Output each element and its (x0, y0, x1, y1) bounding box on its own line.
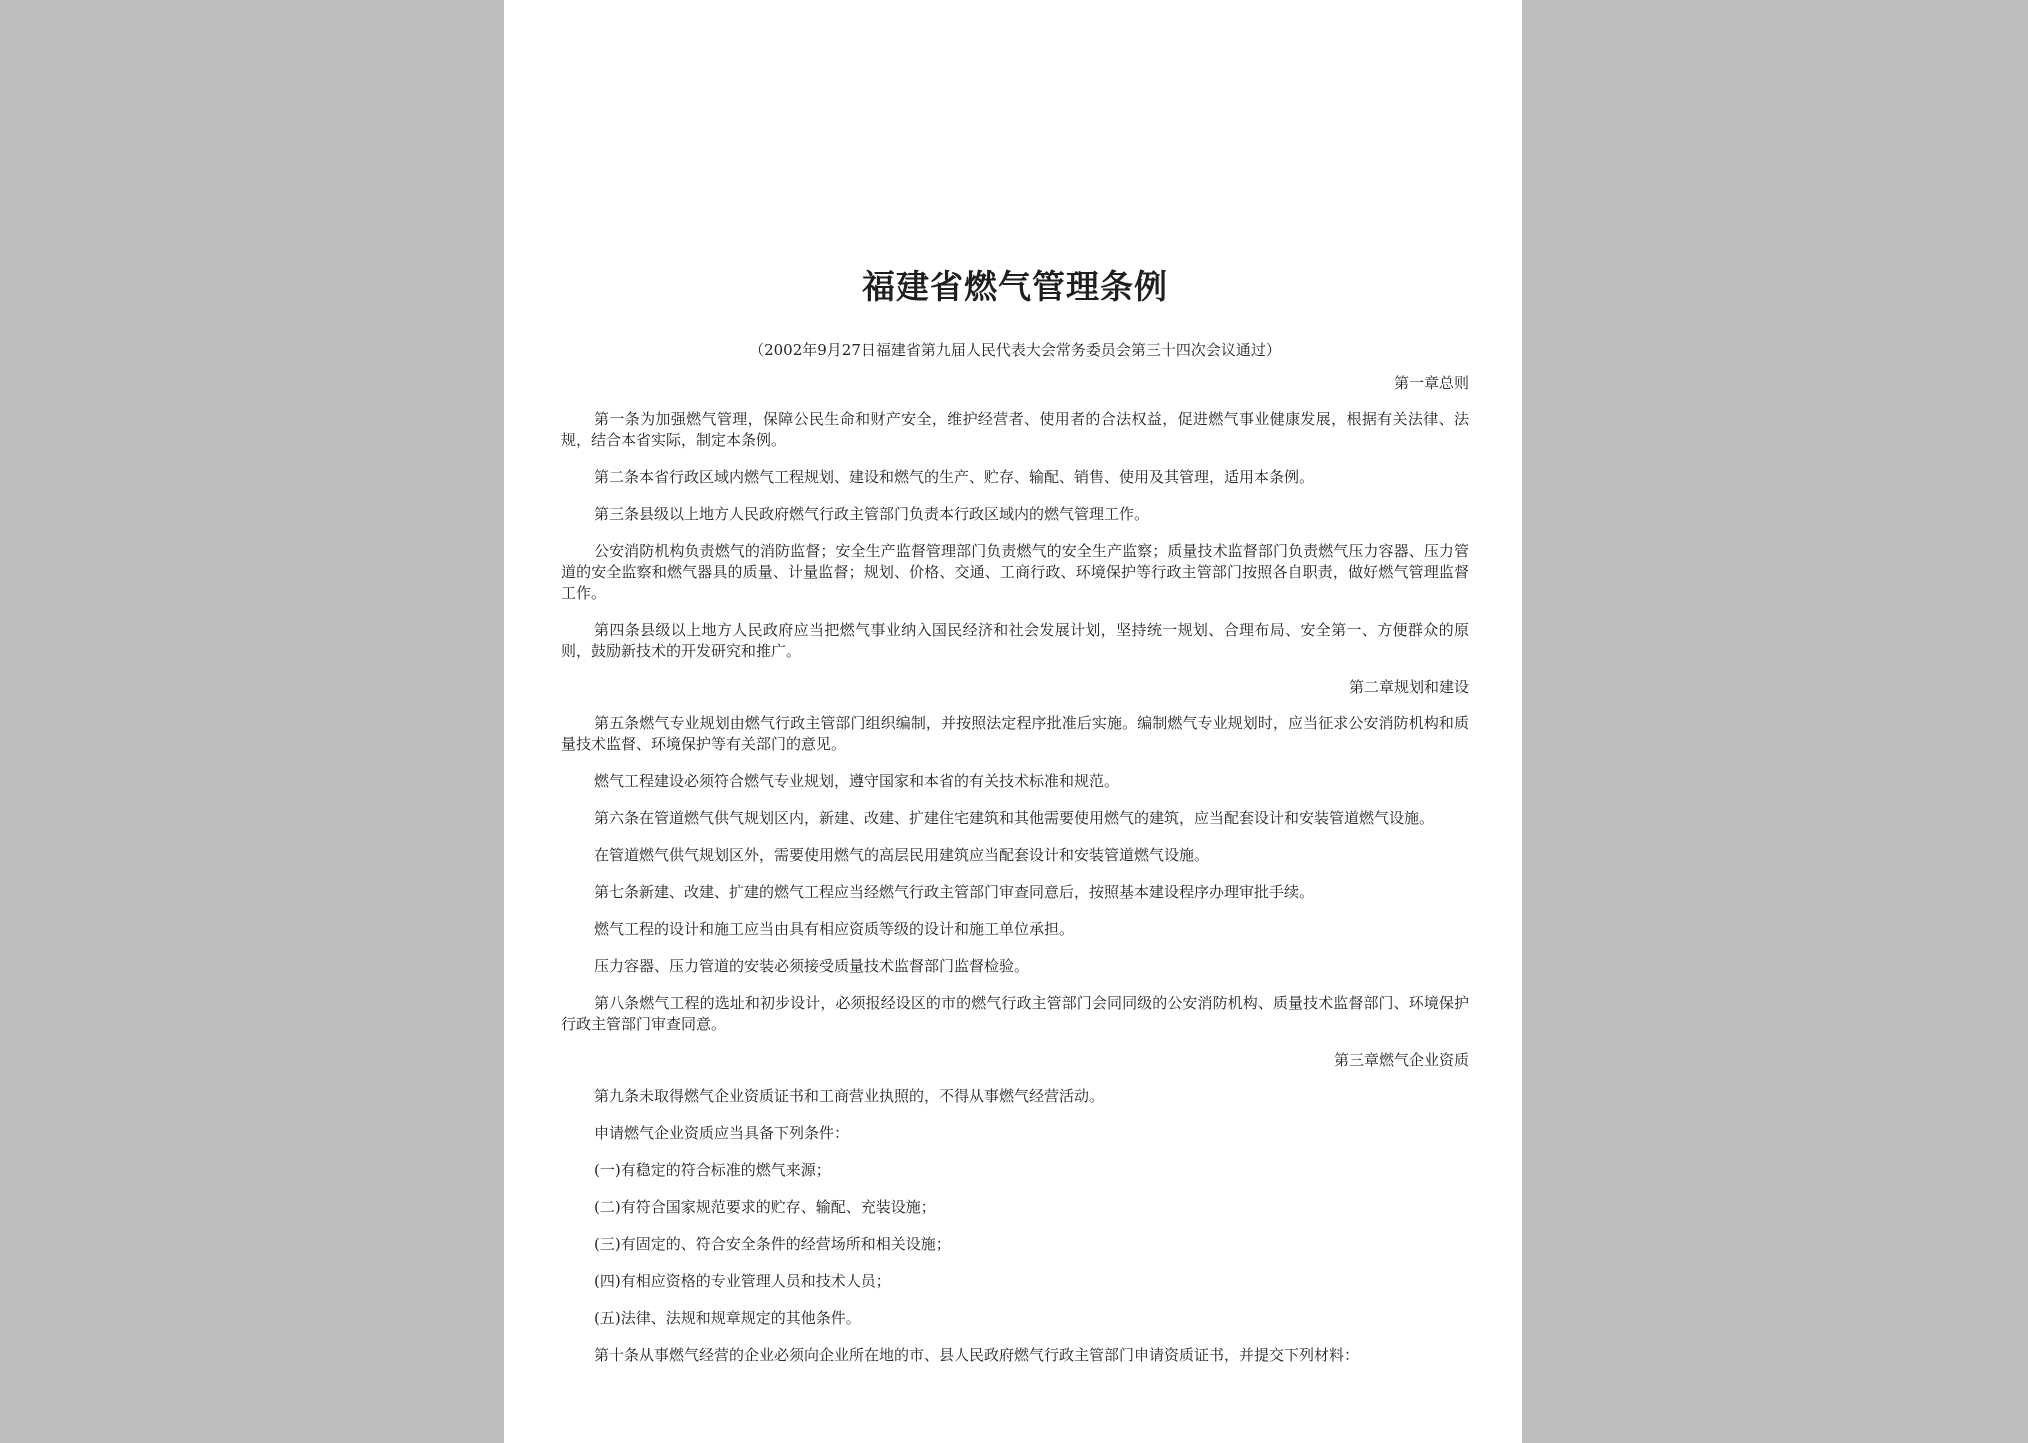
article-paragraph: (二)有符合国家规范要求的贮存、输配、充装设施； (594, 1198, 936, 1216)
article-paragraph: 第七条新建、改建、扩建的燃气工程应当经燃气行政主管部门审查同意后，按照基本建设程序办理审批手续。 (594, 883, 1315, 901)
document-body (561, 373, 1469, 1366)
article-paragraph: 压力容器、压力管道的安装必须接受质量技术监督部门监督检验。 (594, 957, 1030, 975)
article-paragraph: 第三条县级以上地方人民政府燃气行政主管部门负责本行政区域内的燃气管理工作。 (594, 505, 1150, 523)
article-paragraph: 燃气工程建设必须符合燃气专业规划，遵守国家和本省的有关技术标准和规范。 (594, 772, 1120, 790)
article-paragraph: 第五条燃气专业规划由燃气行政主管部门组织编制，并按照法定程序批准后实施。编制燃气专业规划时，应当征求公安消防机构和质量技术监督、环境保护等有关部门的意见。 (561, 714, 1469, 753)
article-paragraph: 申请燃气企业资质应当具备下列条件： (594, 1124, 850, 1142)
article-paragraph: 第一条为加强燃气管理，保障公民生命和财产安全，维护经营者、使用者的合法权益，促进燃气事业健康发展，根据有关法律、法规，结合本省实际，制定本条例。 (561, 410, 1469, 449)
article-paragraph: 第四条县级以上地方人民政府应当把燃气事业纳入国民经济和社会发展计划，坚持统一规划、合理布局、安全第一、方便群众的原则，鼓励新技术的开发研究和推广。 (561, 621, 1469, 660)
article-paragraph: 公安消防机构负责燃气的消防监督；安全生产监督管理部门负责燃气的安全生产监察；质量技术监督部门负责燃气压力容器、压力管道的安全监察和燃气器具的质量、计量监督；规划、价格、交通、工商行政、环境保护等行政主管部门按照各自职责，做好燃气管理监督工作。 (561, 542, 1469, 602)
document-page (504, 0, 1522, 1443)
document-title: 福建省燃气管理条例 (862, 267, 1168, 306)
article-paragraph: 在管道燃气供气规划区外，需要使用燃气的高层民用建筑应当配套设计和安装管道燃气设施。 (594, 846, 1210, 864)
chapter-heading: 第一章总则 (1393, 374, 1469, 392)
article-paragraph: (四)有相应资格的专业管理人员和技术人员； (594, 1272, 891, 1290)
chapter-heading: 第二章规划和建设 (1348, 678, 1469, 696)
article-paragraph: 第八条燃气工程的选址和初步设计，必须报经设区的市的燃气行政主管部门会同同级的公安消防机构、质量技术监督部门、环境保护行政主管部门审查同意。 (561, 994, 1469, 1033)
article-paragraph: 第十条从事燃气经营的企业必须向企业所在地的市、县人民政府燃气行政主管部门申请资质证书，并提交下列材料： (594, 1346, 1360, 1364)
article-paragraph: 第九条未取得燃气企业资质证书和工商营业执照的，不得从事燃气经营活动。 (594, 1087, 1105, 1105)
article-paragraph: 第六条在管道燃气供气规划区内，新建、改建、扩建住宅建筑和其他需要使用燃气的建筑，应当配套设计和安装管道燃气设施。 (594, 809, 1435, 827)
article-paragraph: (五)法律、法规和规章规定的其他条件。 (594, 1309, 861, 1327)
article-paragraph: 第二条本省行政区域内燃气工程规划、建设和燃气的生产、贮存、输配、销售、使用及其管理，适用本条例。 (594, 468, 1315, 486)
article-paragraph: (一)有稳定的符合标准的燃气来源； (594, 1161, 831, 1179)
article-paragraph: 燃气工程的设计和施工应当由具有相应资质等级的设计和施工单位承担。 (594, 920, 1075, 938)
chapter-heading: 第三章燃气企业资质 (1333, 1051, 1469, 1069)
document-subtitle: （2002年9月27日福建省第九届人民代表大会常务委员会第三十四次会议通过） (749, 341, 1281, 359)
page-content (561, 262, 1469, 1366)
article-paragraph: (三)有固定的、符合安全条件的经营场所和相关设施； (594, 1235, 951, 1253)
